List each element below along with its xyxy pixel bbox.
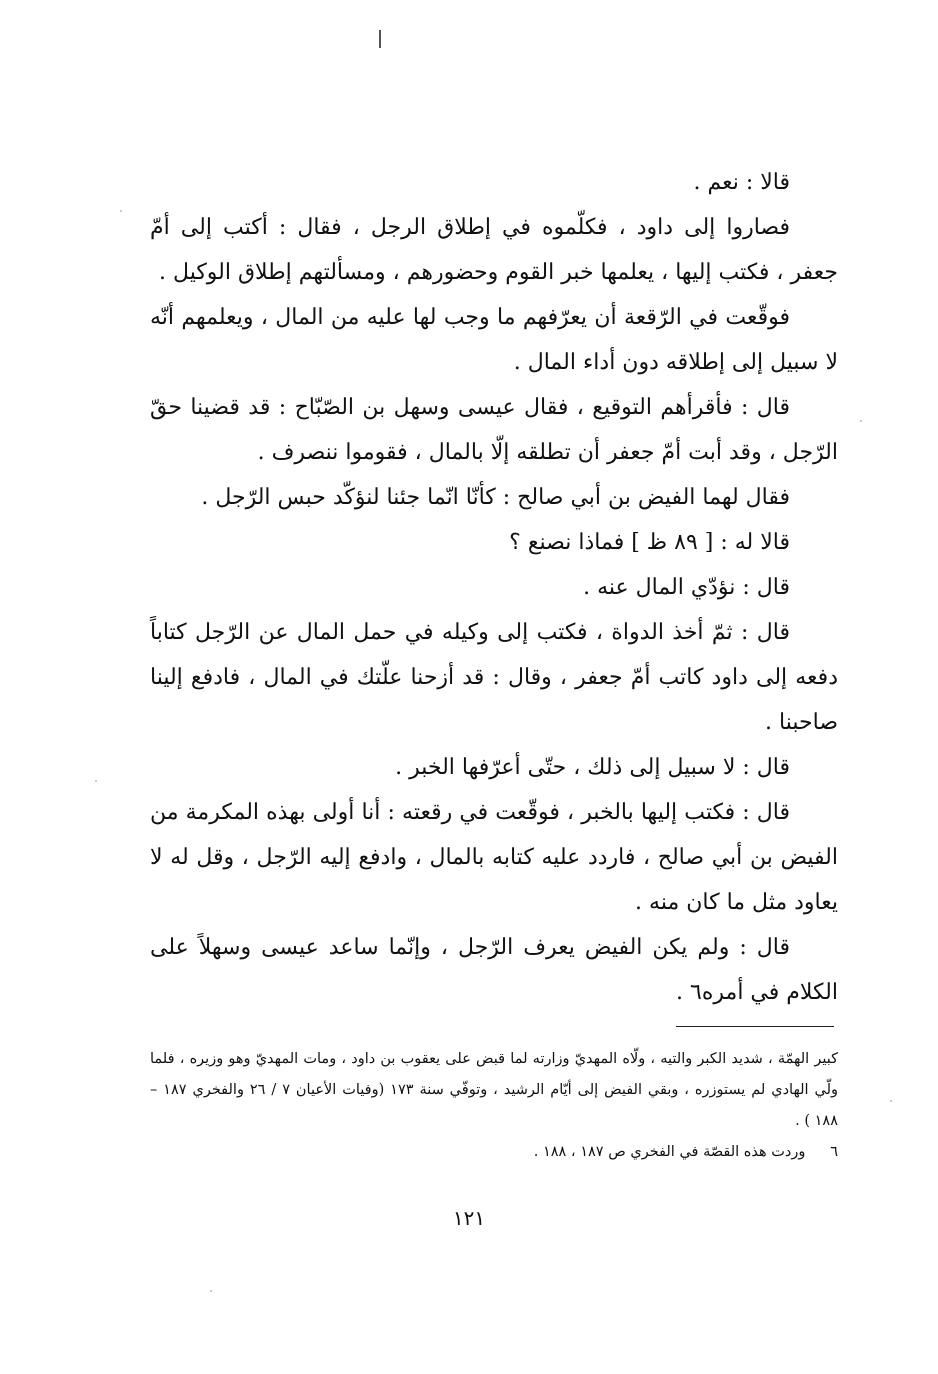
footnote-continuation: كبير الهمّة ، شديد الكبر والتيه ، ولّاه المهديّ وزارته لما قبض على يعقوب بن داود ، ومات المهديّ وهو وزيره ، فلما ولّي الهادي لم يستوزره ، وبقي الفيض إلى أيّام الرشيد ، وتوفّي سنة ١٧٣ (وفيات الأعيان ٧ / ٢٦ والفخري ١٨٧ – ١٨٨ ) .	[150, 1051, 838, 1129]
paragraph-6: قالا له : [ ٨٩ ظ ] فماذا نصنع ؟	[509, 530, 790, 555]
paragraph-3: فوقّعت في الرّقعة أن يعرّفهم ما وجب لها عليه من المال ، ويعلمهم أنّه لا سبيل إلى إطلاقه دون أداء المال .	[150, 305, 838, 375]
paragraph-2: فصاروا إلى داود ، فكلّموه في إطلاق الرجل ، فقال : أكتب إلى أمّ جعفر ، فكتب إليها ، يعلمها خبر القوم وحضورهم ، ومسألتهم إطلاق الوكيل .	[150, 215, 838, 285]
paragraph-1: قالا : نعم .	[693, 170, 790, 195]
paragraph-7: قال : نؤدّي المال عنه .	[583, 575, 790, 600]
footnote-6	[150, 1137, 838, 1168]
scan-speck	[890, 1100, 892, 1102]
footnote-6-text: وردت هذه القصّة في الفخري ص ١٨٧ ، ١٨٨ .	[533, 1144, 806, 1160]
page-number: ١٢١	[452, 1206, 486, 1230]
footnotes-block	[150, 1044, 838, 1168]
scan-speck	[95, 780, 97, 782]
footnote-separator	[676, 1026, 834, 1027]
paragraph-11: قال : ولم يكن الفيض يعرف الرّجل ، وإنّما ساعد عيسى وسهلاً على الكلام في أمره٦ .	[150, 935, 838, 1005]
footnote-6-number: ٦	[830, 1144, 838, 1160]
scan-speck	[120, 210, 122, 212]
paragraph-9: قال : لا سبيل إلى ذلك ، حتّى أعرّفها الخبر .	[395, 755, 790, 780]
main-text-block	[150, 160, 838, 1015]
scan-mark	[379, 30, 381, 48]
paragraph-10: قال : فكتب إليها بالخبر ، فوقّعت في رقعته : أنا أولى بهذه المكرمة من الفيض بن أبي صالح ، فاردد عليه كتابه بالمال ، وادفع إليه الرّجل ، وقل له لا يعاود مثل ما كان منه .	[150, 800, 838, 915]
scan-speck	[210, 1290, 212, 1292]
paragraph-8: قال : ثمّ أخذ الدواة ، فكتب إلى وكيله في حمل المال عن الرّجل كتاباً دفعه إلى داود كاتب أمّ جعفر ، وقال : قد أزحنا علّتك في المال ، فادفع إلينا صاحبنا .	[150, 620, 838, 735]
scan-speck	[860, 420, 862, 422]
paragraph-5: فقال لهما الفيض بن أبي صالح : كأنّا انّما جئنا لنؤكّد حبس الرّجل .	[201, 485, 790, 510]
paragraph-4: قال : فأقرأهم التوقيع ، فقال عيسى وسهل بن الصّبّاح : قد قضينا حقّ الرّجل ، وقد أبت أمّ جعفر أن تطلقه إلّا بالمال ، فقوموا ننصرف .	[150, 395, 838, 465]
